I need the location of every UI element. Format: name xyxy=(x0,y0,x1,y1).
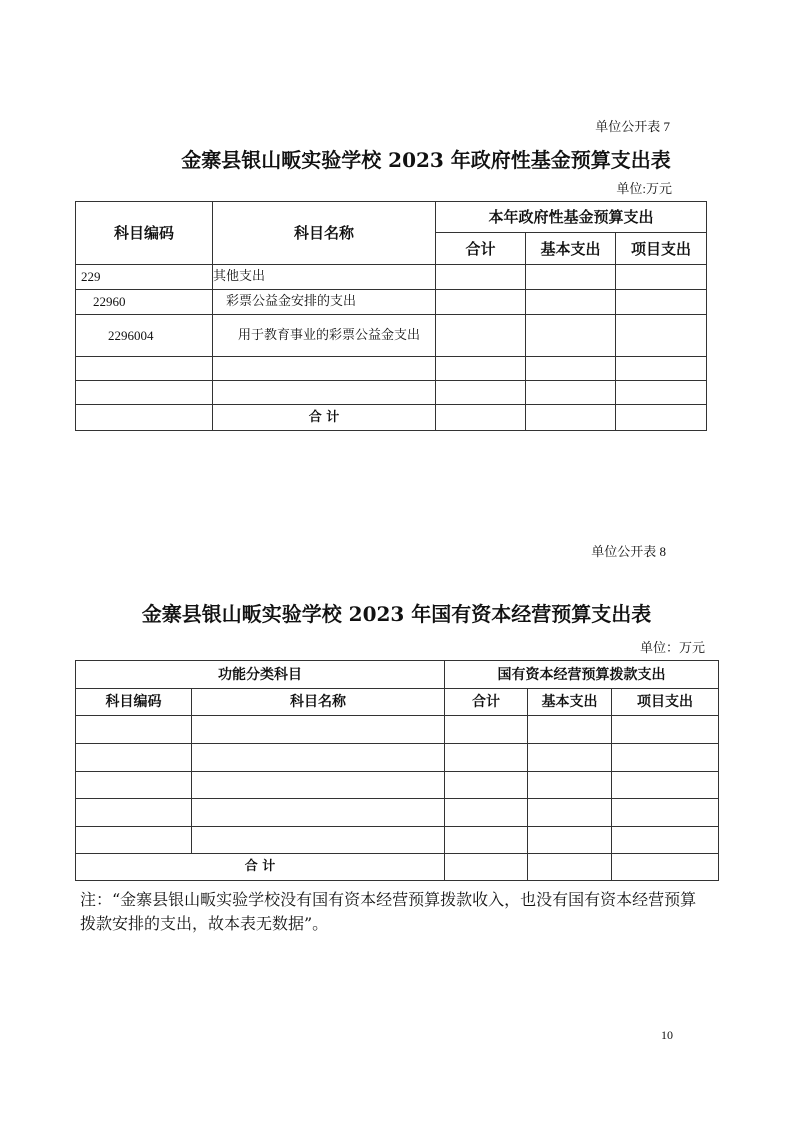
basic-cell xyxy=(528,854,612,881)
total-cell xyxy=(436,265,526,290)
header-name: 科目名称 xyxy=(213,202,436,265)
header-code: 科目编码 xyxy=(76,202,213,265)
empty-cell xyxy=(76,381,213,405)
header-basic: 基本支出 xyxy=(528,689,612,716)
header-project: 项目支出 xyxy=(612,689,719,716)
header-group-left: 功能分类科目 xyxy=(76,661,445,689)
header-group-right: 国有资本经营预算拨款支出 xyxy=(445,661,719,689)
empty-cell xyxy=(213,357,436,381)
empty-cell xyxy=(445,716,528,744)
empty-cell xyxy=(616,357,707,381)
basic-cell xyxy=(526,405,616,431)
basic-cell xyxy=(526,265,616,290)
empty-cell xyxy=(76,827,192,854)
header-name: 科目名称 xyxy=(192,689,445,716)
header-project: 项目支出 xyxy=(616,233,707,265)
table-row xyxy=(76,772,719,799)
table8-note: 注：“金寨县银山畈实验学校没有国有资本经营预算拨款收入，也没有国有资本经营预算拨款安排的支出，故本表无数据”。 xyxy=(80,890,697,933)
table8-unit: 单位：万元 xyxy=(639,640,705,655)
total-cell xyxy=(436,405,526,431)
table-row xyxy=(76,799,719,827)
empty-cell xyxy=(213,381,436,405)
basic-cell xyxy=(526,315,616,357)
empty-cell xyxy=(192,799,445,827)
subject-name: 彩票公益金安排的支出 xyxy=(213,290,436,315)
table-row xyxy=(76,290,707,315)
total-label: 合 计 xyxy=(213,405,436,431)
empty-cell xyxy=(612,772,719,799)
empty-cell xyxy=(192,827,445,854)
empty-cell xyxy=(192,772,445,799)
empty-cell xyxy=(445,744,528,772)
table-row xyxy=(76,315,707,357)
page-number: 10 xyxy=(661,1028,673,1042)
total-row xyxy=(76,854,719,881)
project-cell xyxy=(616,315,707,357)
header-row xyxy=(76,661,719,689)
total-row xyxy=(76,405,707,431)
empty-cell xyxy=(616,381,707,405)
table7-unit: 单位:万元 xyxy=(616,181,672,196)
empty-cell xyxy=(76,405,213,431)
table-row xyxy=(76,827,719,854)
table-row xyxy=(76,357,707,381)
empty-cell xyxy=(76,744,192,772)
project-cell xyxy=(616,290,707,315)
subject-code: 2296004 xyxy=(76,315,213,357)
empty-cell xyxy=(76,772,192,799)
empty-cell xyxy=(528,827,612,854)
empty-cell xyxy=(76,799,192,827)
project-cell xyxy=(612,854,719,881)
basic-cell xyxy=(526,290,616,315)
header-basic: 基本支出 xyxy=(526,233,616,265)
table7-title: 金寨县银山畈实验学校 2023 年政府性基金预算支出表 xyxy=(181,148,671,172)
empty-cell xyxy=(192,744,445,772)
table8-unit-label: 单位公开表 8 xyxy=(591,544,666,559)
empty-cell xyxy=(612,716,719,744)
state-capital-budget-table xyxy=(75,660,719,881)
subject-name: 其他支出 xyxy=(213,265,436,290)
empty-cell xyxy=(612,799,719,827)
table-row xyxy=(76,265,707,290)
header-total: 合计 xyxy=(436,233,526,265)
empty-cell xyxy=(445,772,528,799)
header-group: 本年政府性基金预算支出 xyxy=(436,202,707,233)
empty-cell xyxy=(526,357,616,381)
header-row xyxy=(76,202,707,233)
empty-cell xyxy=(528,716,612,744)
empty-cell xyxy=(436,357,526,381)
government-fund-budget-table xyxy=(75,201,707,431)
table7-unit-label: 单位公开表 7 xyxy=(595,119,670,134)
project-cell xyxy=(616,265,707,290)
empty-cell xyxy=(192,716,445,744)
total-cell xyxy=(436,290,526,315)
total-cell xyxy=(436,315,526,357)
subject-code: 229 xyxy=(76,265,213,290)
subject-code: 22960 xyxy=(76,290,213,315)
subject-name: 用于教育事业的彩票公益金支出 xyxy=(213,315,436,357)
empty-cell xyxy=(612,744,719,772)
empty-cell xyxy=(445,799,528,827)
header-code: 科目编码 xyxy=(76,689,192,716)
empty-cell xyxy=(436,381,526,405)
empty-cell xyxy=(612,827,719,854)
table8-title: 金寨县银山畈实验学校 2023 年国有资本经营预算支出表 xyxy=(141,602,652,626)
empty-cell xyxy=(445,827,528,854)
empty-cell xyxy=(528,744,612,772)
table-row xyxy=(76,744,719,772)
empty-cell xyxy=(76,716,192,744)
table-row xyxy=(76,716,719,744)
empty-cell xyxy=(526,381,616,405)
table-row xyxy=(76,381,707,405)
header-total: 合计 xyxy=(445,689,528,716)
total-cell xyxy=(445,854,528,881)
empty-cell xyxy=(76,357,213,381)
project-cell xyxy=(616,405,707,431)
header-row xyxy=(76,689,719,716)
empty-cell xyxy=(528,772,612,799)
total-label: 合 计 xyxy=(76,854,445,881)
empty-cell xyxy=(528,799,612,827)
